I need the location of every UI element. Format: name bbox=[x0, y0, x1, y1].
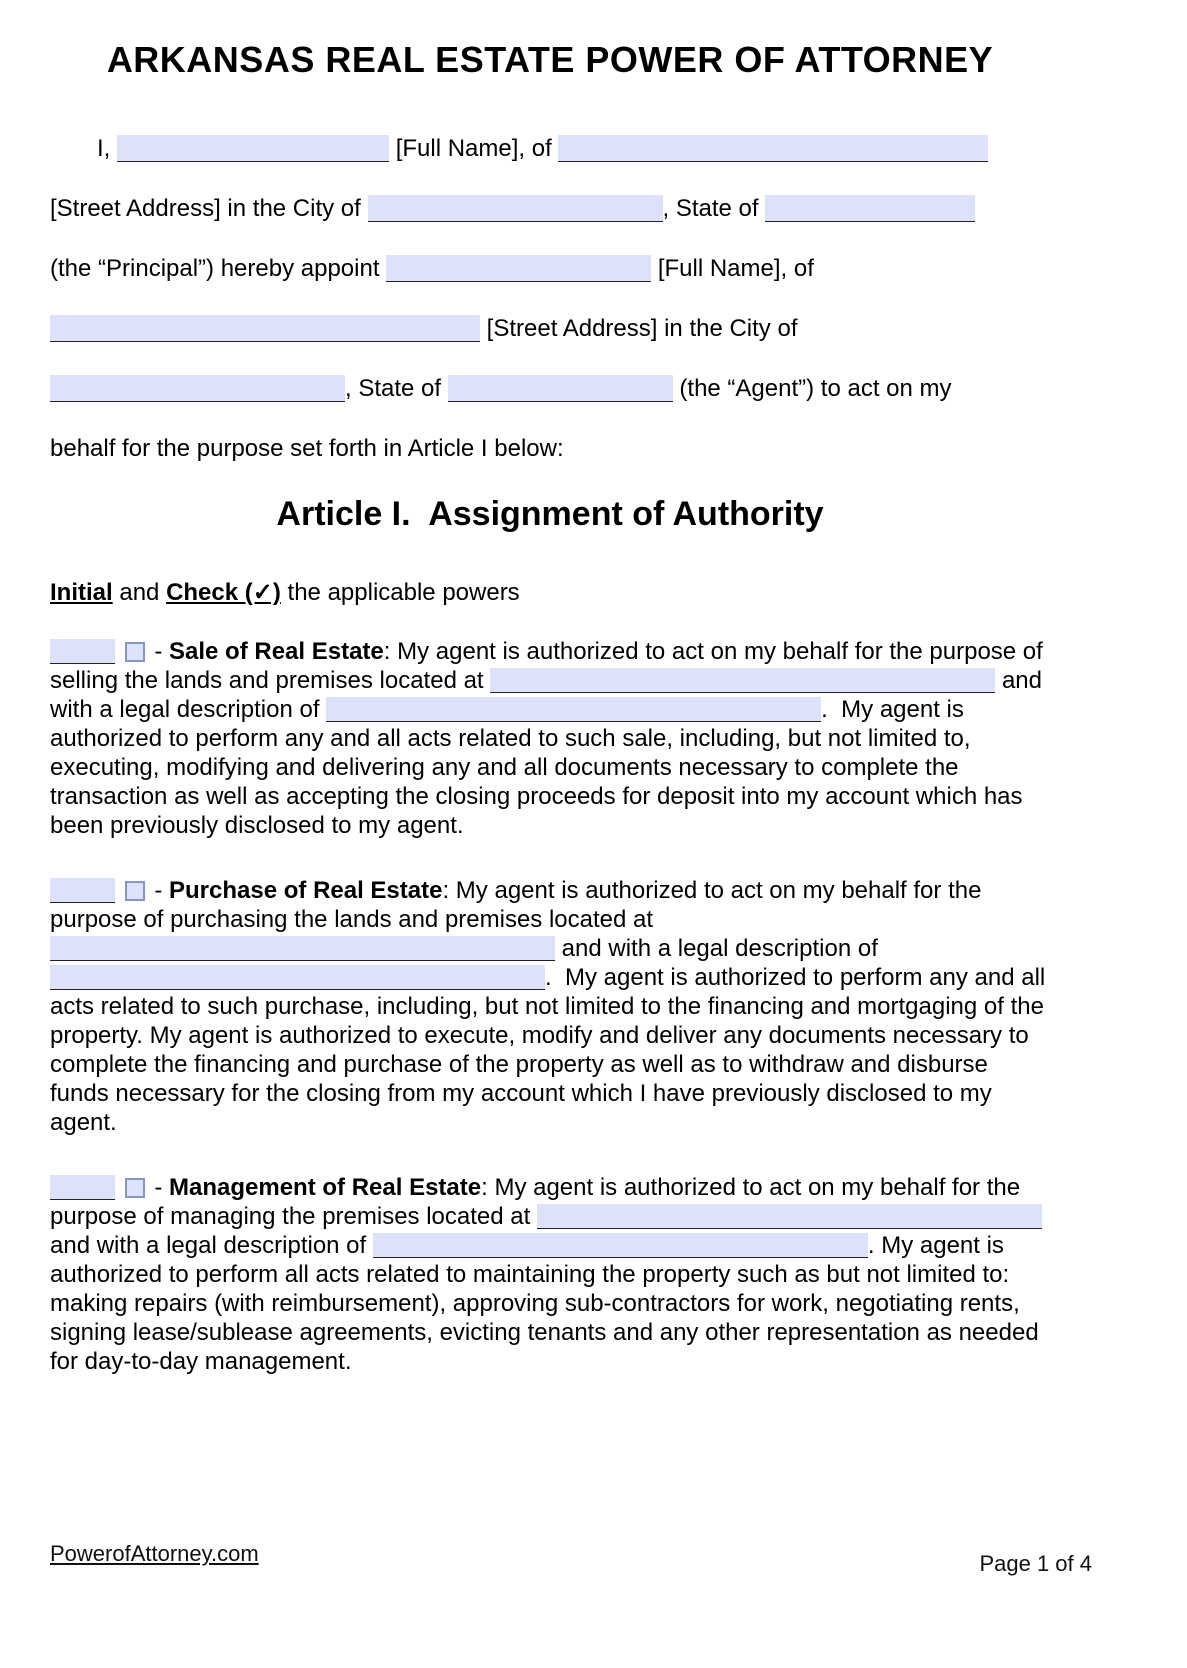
footer-page-number: Page 1 of 4 bbox=[979, 1551, 1092, 1576]
power-mid-purchase: and with a legal description of bbox=[561, 935, 878, 962]
power-lead-management: : My agent is authorized to act on my behalf for the purpose of managing the premises located at bbox=[50, 1174, 1021, 1230]
principal-full-name-field[interactable] bbox=[117, 135, 389, 162]
power-tail-purchase: . My agent is authorized to perform any and all acts related to such purchase, including, but not limited to the financing and mortgaging of the property. My agent is authorized to execute, modify and deliver any documents necessary to complete the financing and purchase of the property as well as to withdraw and disburse funds necessary for the closing from my account which I have previously disclosed to my agent. bbox=[50, 964, 1046, 1136]
document-title: ARKANSAS REAL ESTATE POWER OF ATTORNEY bbox=[106, 39, 994, 80]
intro-text-1b: [Full Name], of bbox=[395, 135, 552, 162]
instructions-line bbox=[50, 578, 1050, 607]
power-lead-sale: : My agent is authorized to act on my behalf for the purpose of selling the lands and premises located at bbox=[50, 638, 1043, 694]
intro-line-6 bbox=[50, 434, 1050, 463]
instruction-and: and bbox=[119, 579, 160, 606]
intro-text-3a: (the “Principal”) hereby appoint bbox=[50, 255, 380, 282]
principal-city-field[interactable] bbox=[368, 195, 663, 222]
intro-text-4a: [Street Address] in the City of bbox=[486, 315, 798, 342]
dash: - bbox=[154, 1174, 163, 1201]
power-lead-purchase: : My agent is authorized to act on my behalf for the purpose of purchasing the lands and premises located at bbox=[50, 877, 982, 933]
power-title-purchase: Purchase of Real Estate bbox=[169, 877, 443, 904]
purchase-initials-field[interactable] bbox=[50, 878, 115, 903]
intro-text-2a: [Street Address] in the City of bbox=[50, 195, 361, 222]
principal-state-field[interactable] bbox=[765, 195, 975, 222]
management-legal-description-field[interactable] bbox=[373, 1233, 868, 1258]
intro-text-5a: , State of bbox=[345, 375, 442, 402]
intro-section bbox=[50, 134, 1050, 463]
footer-website-link[interactable]: PowerofAttorney.com bbox=[50, 1541, 259, 1566]
instruction-rest: the applicable powers bbox=[287, 579, 520, 606]
intro-text-5b: (the “Agent”) to act on my bbox=[679, 375, 952, 402]
intro-line-4 bbox=[50, 314, 1050, 343]
intro-line-2 bbox=[50, 194, 1050, 223]
agent-full-name-field[interactable] bbox=[386, 255, 651, 282]
power-title-sale: Sale of Real Estate bbox=[169, 638, 384, 665]
power-tail-sale: . My agent is authorized to perform any and all acts related to such sale, including, but not limited to, executing, modifying and delivering any and all documents necessary to complete the transaction as well as accepting the closing proceeds for deposit into my account which has been previously disclosed to my agent. bbox=[50, 696, 1023, 839]
agent-street-address-field[interactable] bbox=[50, 315, 480, 342]
purchase-legal-description-field[interactable] bbox=[50, 965, 545, 990]
management-property-address-field[interactable] bbox=[537, 1204, 1042, 1229]
purchase-checkbox[interactable] bbox=[125, 881, 145, 901]
agent-state-field[interactable] bbox=[448, 375, 673, 402]
sale-checkbox[interactable] bbox=[125, 642, 145, 662]
intro-text-1a: I, bbox=[97, 135, 111, 162]
intro-line-1 bbox=[50, 134, 1050, 163]
dash: - bbox=[154, 638, 163, 665]
principal-street-address-field[interactable] bbox=[558, 135, 988, 162]
power-paragraph-management bbox=[50, 1173, 1050, 1376]
sale-legal-description-field[interactable] bbox=[326, 697, 821, 722]
power-mid-sale: and with a legal description of bbox=[50, 667, 1042, 723]
intro-text-2b: , State of bbox=[662, 195, 759, 222]
intro-line-3 bbox=[50, 254, 1050, 283]
power-mid-management: and with a legal description of bbox=[50, 1232, 367, 1259]
power-paragraph-purchase bbox=[50, 876, 1050, 1137]
agent-city-field[interactable] bbox=[50, 375, 345, 402]
instruction-check-label: Check (✓) bbox=[166, 579, 281, 606]
intro-line-5 bbox=[50, 374, 1050, 403]
power-paragraph-sale bbox=[50, 637, 1050, 840]
management-initials-field[interactable] bbox=[50, 1175, 115, 1200]
power-tail-management: . My agent is authorized to perform all acts related to maintaining the property such as but not limited to: making repairs (with reimbursement), approving sub-contractors for work, negotiating rents, signing lease/sublease agreements, evicting tenants and any other representation as needed for day-to-day management. bbox=[50, 1232, 1039, 1375]
dash: - bbox=[154, 877, 163, 904]
power-title-management: Management of Real Estate bbox=[169, 1174, 482, 1201]
management-checkbox[interactable] bbox=[125, 1178, 145, 1198]
intro-text-6: behalf for the purpose set forth in Article I below: bbox=[50, 435, 564, 462]
sale-property-address-field[interactable] bbox=[490, 668, 995, 693]
sale-initials-field[interactable] bbox=[50, 639, 115, 664]
instruction-initial-label: Initial bbox=[50, 579, 113, 606]
intro-text-3b: [Full Name], of bbox=[657, 255, 814, 282]
article-1-heading: Article I. Assignment of Authority bbox=[276, 495, 824, 533]
purchase-property-address-field[interactable] bbox=[50, 936, 555, 961]
